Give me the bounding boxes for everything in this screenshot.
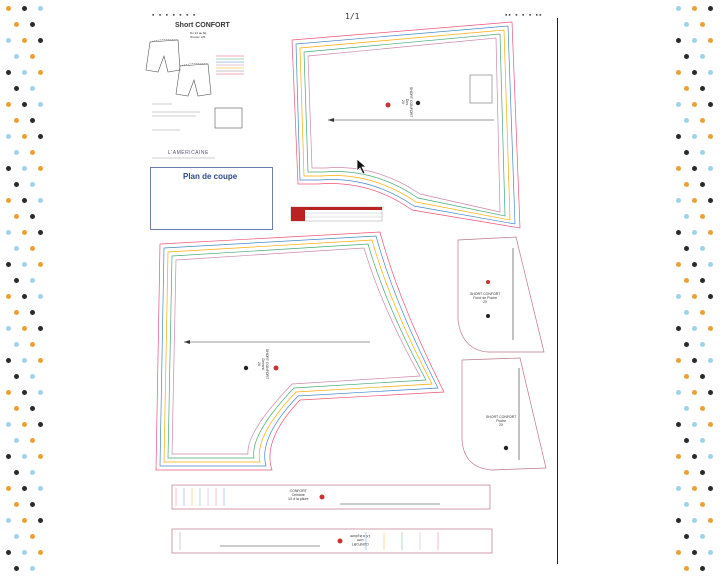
mouse-cursor-icon [356,158,370,176]
piece-waistband-part: Ceinture [291,493,305,497]
piece-pocket-count: 2X [499,423,504,427]
piece-tie-part: Lien [356,538,364,542]
instruction-text-lines [152,104,215,158]
piece-pocket-bottom-part: Fond de Poche [473,296,498,300]
piece-label-front [257,349,269,379]
short-sketch-front [146,39,180,72]
piece-pocket-bottom-count: 2X [483,300,488,304]
cutting-plan-title: Plan de coupe [183,172,238,181]
piece-label-waistband [288,489,308,501]
piece-pocket-bottom-name: SHORT CONFORT [470,292,501,296]
pattern-piece-waistband [172,485,490,509]
piece-pocket-name: SHORT CONFORT [486,415,517,419]
size-table [291,207,382,221]
piece-front-count: 2X [257,361,262,367]
piece-waistband-count: 1X à la pliure [288,497,309,501]
page-indicator: 1/1 [345,12,360,21]
piece-front-part: Devant [261,358,266,370]
pattern-piece-tie [172,529,492,553]
piece-waistband-name: CONFORT [289,489,307,493]
piece-pocket-part: Poche [496,419,507,423]
brand-logo: L'AMERICAINE [168,150,209,156]
pattern-piece-back [292,22,520,228]
piece-tie-name: CONFORT [351,542,369,546]
piece-front-name: SHORT CONFORT [265,348,270,380]
document-sizes: Du 34 au 60 [190,31,207,35]
piece-label-back [401,87,413,117]
piece-back-part: Dos [405,98,410,106]
size-legend [216,56,244,74]
top-ruler-left: ▪ ▪ ▪ ▪ ▪ ▪ ▪ [152,12,197,17]
piece-back-name: SHORT CONFORT [409,86,414,118]
short-sketch-back [176,63,211,96]
document-title: Short CONFORT [175,22,230,29]
test-square [215,108,242,128]
pattern-piece-pocket [462,358,546,470]
document-level: Niveau: 2/6 [190,35,206,39]
piece-back-count: 2X [401,99,406,105]
piece-tie-count: 1X à la pliure [350,534,371,538]
pattern-piece-front [156,232,444,470]
piece-label-pocket-bottom [470,292,500,304]
piece-label-pocket [486,415,516,427]
top-ruler-right: ▪▪ ▪ ▪ ▪ ▪▪ [505,12,543,17]
piece-label-tie [350,534,370,546]
